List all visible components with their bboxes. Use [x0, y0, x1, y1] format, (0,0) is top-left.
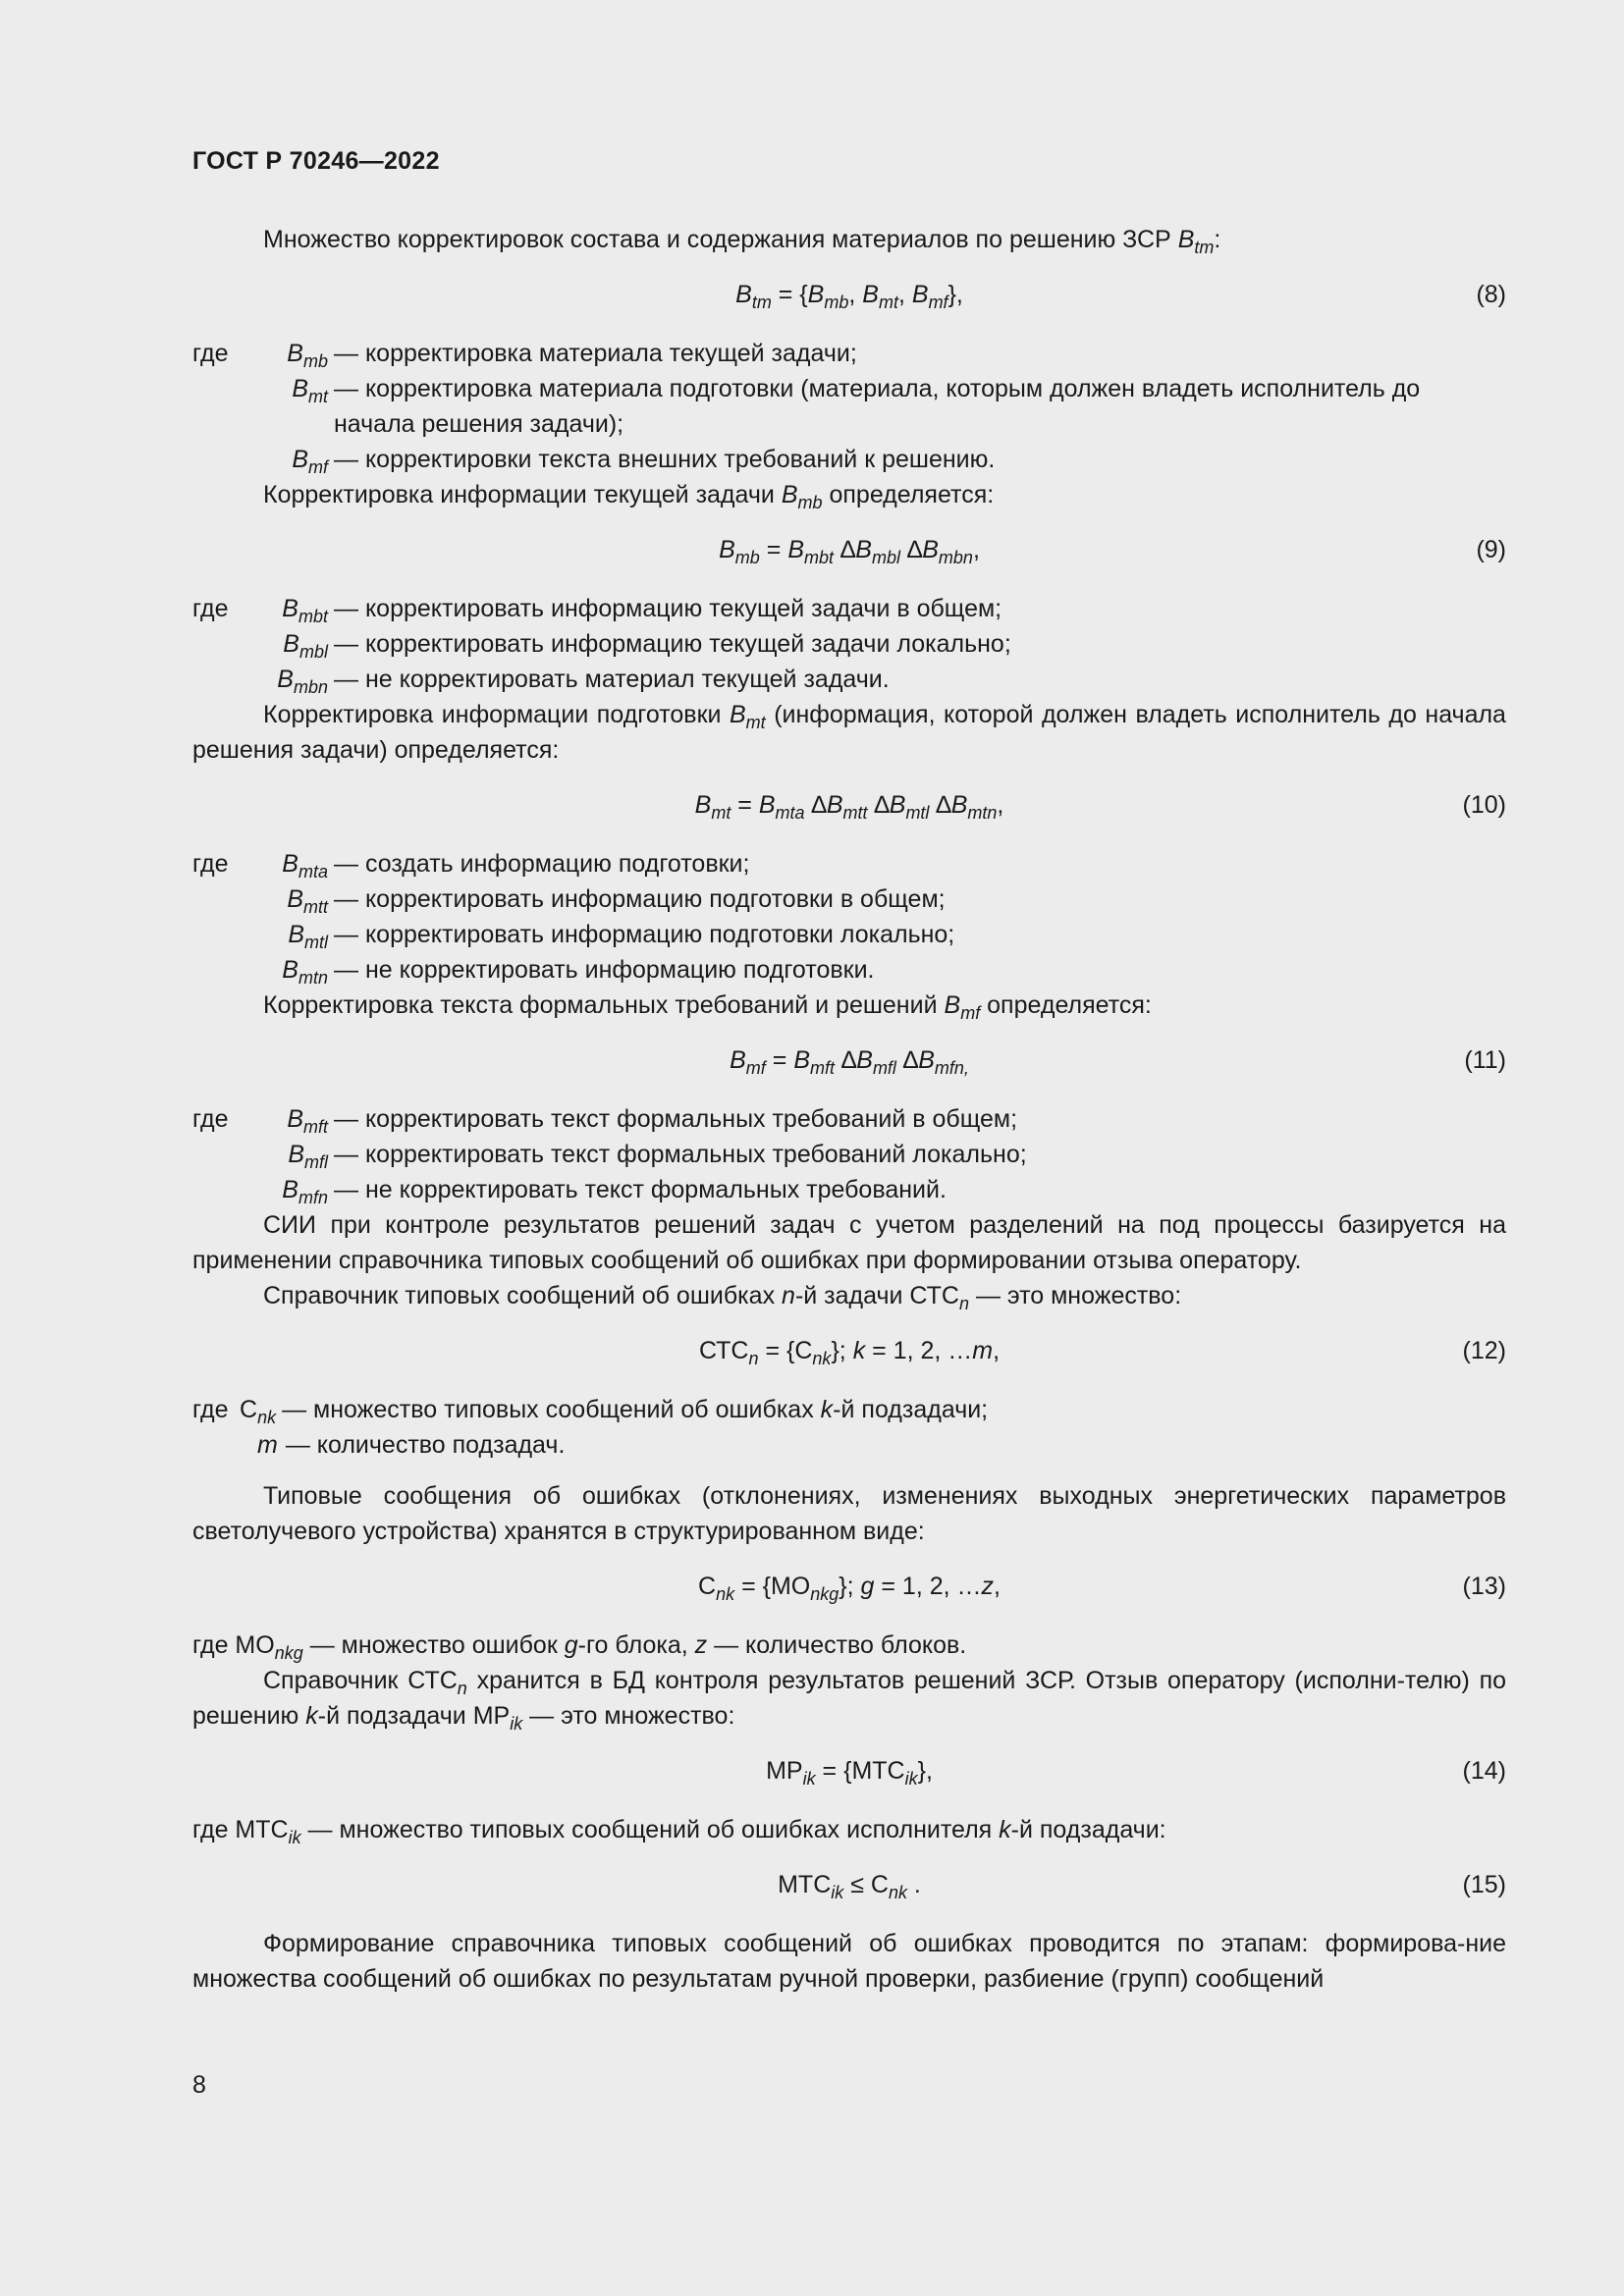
formula-number: (13) [1462, 1573, 1506, 1600]
definitions-14 [192, 1812, 1506, 1847]
formula-10: $B_{mt} = B_{mta}$ $\Delta B_{mtt}$ $\Delta B_{mtl}$ $\Delta B_{mtn}$, (10) [192, 787, 1506, 823]
definition-row: где $МТС_{ik}$ — множество типовых сообщений об ошибках исполнителя k-й подзадачи: [192, 1816, 1166, 1847]
formula-9: $B_{mb} = B_{mbt}$ $\Delta B_{mbl}$ $\Delta B_{mbn}$, (9) [192, 532, 1506, 567]
page-number: 8 [192, 2071, 206, 2099]
definition-row: $B_{mtl}$ — корректировать информацию подготовки локально; [288, 921, 955, 952]
paragraph-1: Множество корректировок состава и содержания материалов по решению ЗСР $B_{tm}$: [263, 226, 1221, 257]
definitions-9 [192, 591, 1506, 697]
definition-row: $B_{mfl}$ — корректировать текст формальных требований локально; [288, 1141, 1027, 1172]
paragraph-8: Справочник $СТС_n$ хранится в БД контроля результатов решений ЗСР. Отзыв оператору (исполни-телю) по решению k-й подзадачи $МР_{ik}$ — это множество: [192, 1667, 1507, 1734]
definition-row: $B_{mfn}$ — не корректировать текст формальных требований. [282, 1176, 947, 1207]
definitions-8 [192, 336, 1506, 477]
definitions-11 [192, 1101, 1506, 1207]
formula-14: $МР_{ik} = \{МТС_{ik}\}$, (14) [192, 1753, 1506, 1789]
definition-row: $B_{mf}$ — корректировки текста внешних требований к решению. [292, 446, 996, 477]
formula-number: (8) [1476, 281, 1506, 308]
formula-number: (9) [1476, 536, 1506, 563]
definitions-12 [192, 1392, 1506, 1463]
formula-13: $С_{nk} = \{МО_{nkg}\}$; g = 1, 2, …z, (13) [192, 1569, 1506, 1604]
definition-row: $B_{mtn}$ — не корректировать информацию подготовки. [282, 956, 875, 988]
paragraph-3: Корректировка информации подготовки $B_{mt}$ (информация, которой должен владеть исполнитель до начала решения задачи) определяется: [192, 701, 1506, 764]
definition-row: $B_{mt}$ — корректировка материала подготовки (материала, которым должен владеть исполнитель до начала решения задачи); [292, 375, 1421, 438]
definition-row: m — количество подзадач. [257, 1431, 566, 1459]
paragraph-2: Корректировка информации текущей задачи $B_{mb}$ определяется: [263, 481, 995, 512]
definition-row: где $B_{mb}$ — корректировка материала текущей задачи; [192, 340, 857, 371]
definition-row: где $МО_{nkg}$ — множество ошибок g-го блока, z — количество блоков. [192, 1631, 967, 1663]
definition-row: где $B_{mbt}$ — корректировать информацию текущей задачи в общем; [192, 595, 1002, 626]
formula-number: (12) [1462, 1337, 1506, 1364]
formula-11: $B_{mf} = B_{mft}$ $\Delta B_{mfl}$ $\Delta B_{mfn,}$ (11) [192, 1042, 1506, 1078]
paragraph-4: Корректировка текста формальных требований и решений $B_{mf}$ определяется: [263, 991, 1152, 1023]
definition-row: $B_{mbn}$ — не корректировать материал текущей задачи. [277, 666, 890, 697]
definition-row: где $B_{mft}$ — корректировать текст формальных требований в общем; [192, 1105, 1018, 1137]
formula-15: $МТС_{ik} \le С_{nk}$ . (15) [192, 1867, 1506, 1902]
definitions-13 [192, 1628, 1506, 1663]
formula-8: $B_{tm} = \{B_{mb}$, $B_{mt}$, $B_{mf}$}, (8) [192, 277, 1506, 312]
formula-number: (10) [1462, 791, 1506, 819]
definition-row: $B_{mtt}$ — корректировать информацию подготовки в общем; [287, 885, 946, 917]
page-content [192, 222, 1506, 1997]
paragraph-6: Справочник типовых сообщений об ошибках n-й задачи $СТС_n$ — это множество: [263, 1282, 1182, 1313]
formula-number: (15) [1462, 1871, 1506, 1898]
document-header: ГОСТ Р 70246—2022 [192, 147, 440, 175]
formula-12: $СТС_n = \{С_{nk}\}$; k = 1, 2, …m, (12) [192, 1333, 1506, 1368]
paragraph-7: Типовые сообщения об ошибках (отклонениях, изменениях выходных энергетических параметров светолучевого устройства) хранятся в структурированном виде: [192, 1482, 1506, 1545]
definitions-10 [192, 846, 1506, 988]
definition-row: $B_{mbl}$ — корректировать информацию текущей задачи локально; [283, 630, 1011, 662]
paragraph-9: Формирование справочника типовых сообщений об ошибках проводится по этапам: формирова-ние множества сообщений об ошибках по результатам ручной проверки, разбиение (групп) сообщений [192, 1930, 1506, 1993]
definition-row: где $B_{mta}$ — создать информацию подготовки; [192, 850, 750, 881]
paragraph-5: СИИ при контроле результатов решений задач с учетом разделений на под процессы базируется на применении справочника типовых сообщений об ошибках при формировании отзыва оператору. [192, 1211, 1506, 1274]
formula-number: (14) [1462, 1757, 1506, 1785]
formula-number: (11) [1464, 1046, 1506, 1074]
definition-row: где $С_{nk}$ — множество типовых сообщений об ошибках k-й подзадачи; [192, 1396, 989, 1427]
